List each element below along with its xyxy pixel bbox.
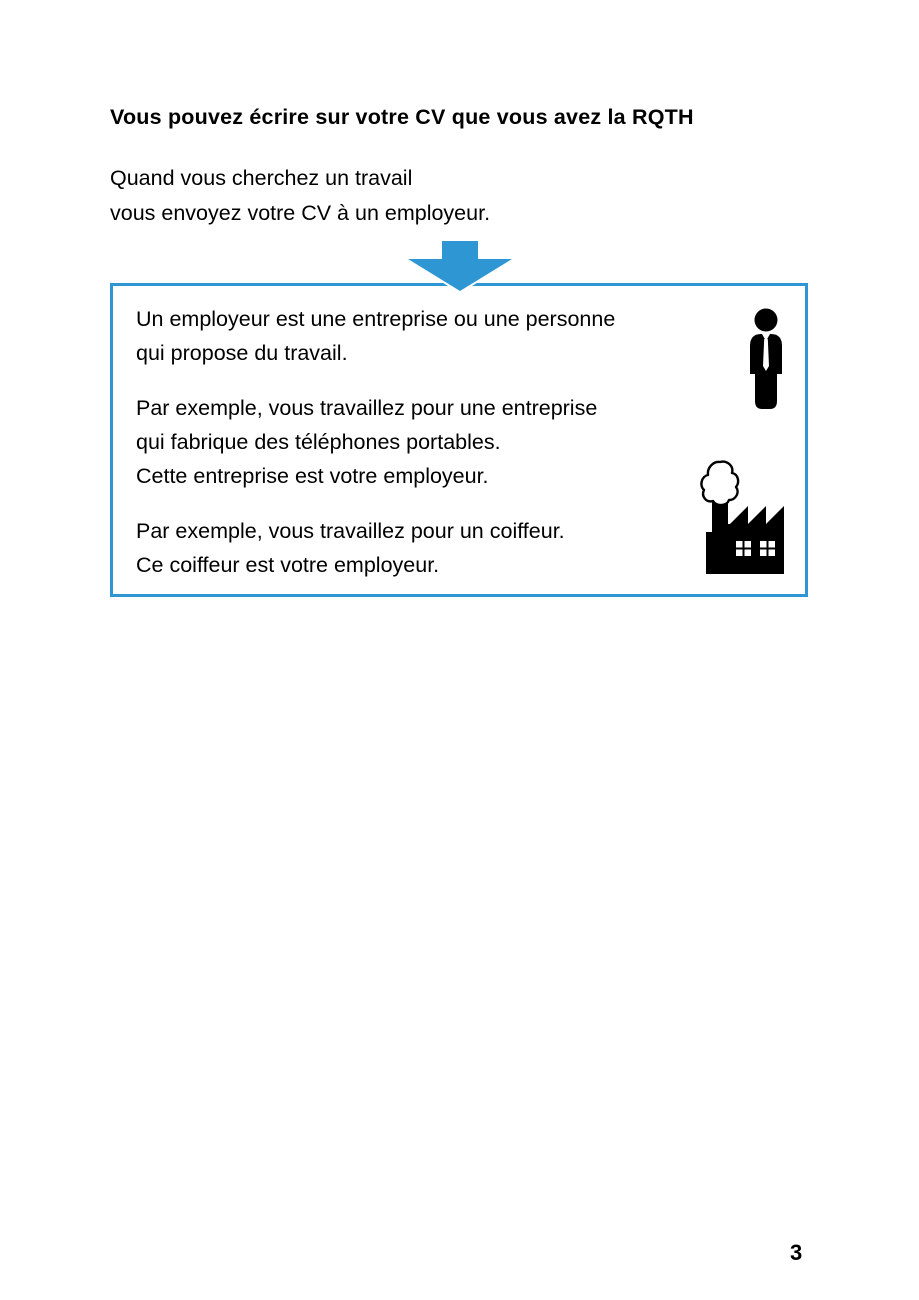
text-line: Par exemple, vous travaillez pour un coiffeur. xyxy=(136,519,565,543)
paragraph xyxy=(136,302,615,370)
intro-line: Quand vous cherchez un travail xyxy=(110,166,413,190)
text-line: qui propose du travail. xyxy=(136,341,348,365)
paragraph xyxy=(136,391,615,493)
page-title: Vous pouvez écrire sur votre CV que vous avez la RQTH xyxy=(110,105,694,129)
intro-paragraph xyxy=(110,161,490,231)
text-line: qui fabrique des téléphones portables. xyxy=(136,430,501,454)
page-number: 3 xyxy=(790,1240,803,1265)
text-line: Cette entreprise est votre employeur. xyxy=(136,464,489,488)
paragraph xyxy=(136,514,615,582)
intro-line: vous envoyez votre CV à un employeur. xyxy=(110,201,491,225)
info-box-text xyxy=(136,302,615,582)
info-box xyxy=(110,283,808,597)
businessman-icon xyxy=(746,308,786,411)
text-line: Un employeur est une entreprise ou une personne xyxy=(136,307,616,331)
text-line: Par exemple, vous travaillez pour une entreprise xyxy=(136,396,598,420)
down-arrow-icon xyxy=(408,241,512,291)
factory-icon xyxy=(699,459,789,577)
text-line: Ce coiffeur est votre employeur. xyxy=(136,553,440,577)
